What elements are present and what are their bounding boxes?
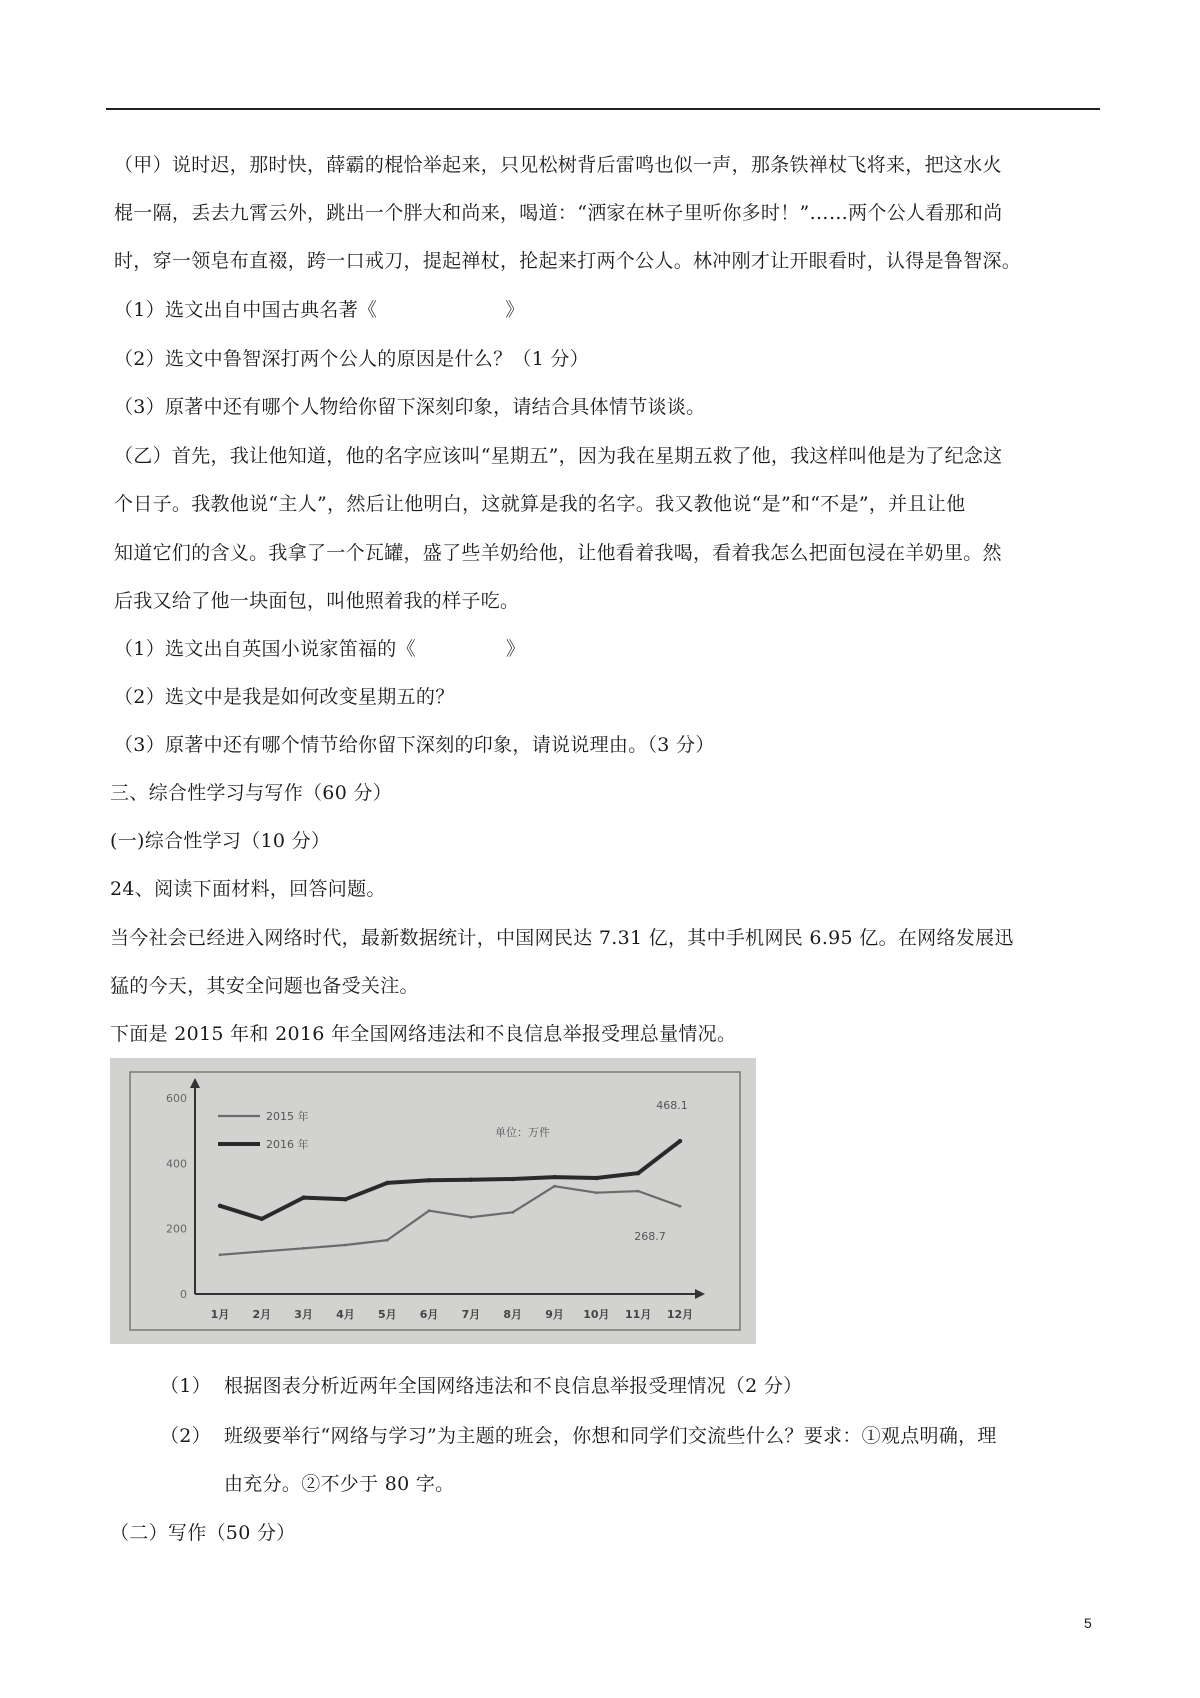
x-tick-label: 10月 (583, 1308, 610, 1321)
question-jia-1 (114, 297, 525, 323)
passage-yi-line-2: 个日子。我教他说“主人”，然后让他明白，这就算是我的名字。我又教他说“是”和“不是”，并且让他 (114, 493, 966, 515)
question-yi-1 (114, 636, 525, 662)
data-label: 468.1 (656, 1099, 688, 1113)
x-axis-arrow (695, 1289, 705, 1299)
data-point (511, 1211, 514, 1214)
question-jia-3: （3）原著中还有哪个人物给你留下深刻印象，请结合具体情节谈谈。 (114, 396, 706, 418)
data-point (260, 1217, 264, 1221)
y-tick-label: 400 (166, 1157, 187, 1171)
x-tick-label: 1月 (210, 1308, 230, 1321)
data-point (344, 1244, 347, 1247)
data-point (386, 1239, 389, 1242)
chart-frame (130, 1072, 740, 1330)
series-line-1 (220, 1186, 680, 1255)
sub-question-1-text: 根据图表分析近两年全国网络违法和不良信息举报受理情况（2 分） (224, 1375, 803, 1397)
part-one-heading: (一)综合性学习（10 分） (110, 830, 331, 852)
data-point (552, 1175, 556, 1179)
data-point (636, 1171, 640, 1175)
x-tick-label: 2月 (252, 1308, 272, 1321)
question-yi-1-text: （1）选文出自英国小说家笛福的《 (114, 638, 416, 660)
passage-jia-line-1: （甲）说时迟，那时快，薛霸的棍恰举起来，只见松树背后雷鸣也似一声，那条铁禅杖飞将来，把这水火 (114, 154, 1002, 176)
x-tick-label: 9月 (545, 1308, 564, 1321)
y-axis-arrow (190, 1078, 200, 1088)
data-point (301, 1195, 305, 1199)
passage-yi-line-4: 后我又给了他一块面包，叫他照着我的样子吃。 (114, 590, 520, 612)
page-number: 5 (1084, 1615, 1092, 1631)
data-point (343, 1197, 347, 1201)
legend-label: 2015 年 (266, 1110, 309, 1123)
question-jia-1-text: （1）选文出自中国古典名著《 (114, 299, 378, 321)
x-tick-label: 3月 (294, 1308, 313, 1321)
passage-jia-line-2: 棍一隔，丢去九霄云外，跳出一个胖大和尚来，喝道：“洒家在林子里听你多时！”……两个公人看那和尚 (114, 202, 1003, 224)
report-volume-chart (110, 1058, 756, 1344)
part-two-heading: （二）写作（50 分） (110, 1522, 296, 1544)
question-24: 24、阅读下面材料，回答问题。 (110, 878, 386, 900)
data-point (595, 1191, 598, 1194)
section-heading: 三、综合性学习与写作（60 分） (110, 782, 393, 804)
unit-label: 单位：万件 (495, 1126, 550, 1139)
x-tick-label: 12月 (666, 1308, 694, 1321)
data-point (219, 1253, 222, 1256)
sub-question-1-number: （1） (160, 1375, 211, 1397)
material-line-2: 猛的今天，其安全问题也备受关注。 (110, 975, 419, 997)
passage-yi-line-3: 知道它们的含义。我拿了一个瓦罐，盛了些羊奶给他，让他看着我喝，看着我怎么把面包浸在羊奶里。然 (114, 542, 1002, 564)
sub-question-2-text: 班级要举行“网络与学习”为主题的班会，你想和同学们交流些什么？要求：①观点明确，理 (224, 1425, 997, 1447)
data-point (470, 1216, 473, 1219)
material-line-1: 当今社会已经进入网络时代，最新数据统计，中国网民达 7.31 亿，其中手机网民 6.95 亿。在网络发展迅 (110, 927, 1014, 949)
y-tick-label: 200 (166, 1222, 187, 1236)
data-point (469, 1177, 473, 1181)
data-point (679, 1205, 682, 1208)
data-point (678, 1139, 682, 1143)
y-tick-label: 0 (180, 1288, 187, 1301)
passage-jia-line-3: 时，穿一领皂布直裰，跨一口戒刀，提起禅杖，抡起来打两个公人。林冲刚才让开眼看时，认得是鲁智深。 (114, 250, 1022, 272)
sub-question-2-number: （2） (160, 1425, 211, 1447)
series-line-2 (220, 1141, 680, 1219)
chart-intro: 下面是 2015 年和 2016 年全国网络违法和不良信息举报受理总量情况。 (110, 1023, 737, 1045)
sub-question-2-text-cont: 由充分。②不少于 80 字。 (224, 1473, 455, 1495)
data-point (553, 1185, 556, 1188)
question-jia-1-close: 》 (505, 299, 525, 321)
data-label: 268.7 (634, 1230, 666, 1244)
data-point (511, 1177, 515, 1181)
question-yi-2: （2）选文中是我是如何改变星期五的？ (114, 686, 455, 708)
data-point (385, 1181, 389, 1185)
x-tick-label: 4月 (336, 1308, 355, 1321)
data-point (594, 1176, 598, 1180)
chart-svg (110, 1058, 756, 1344)
legend-label: 2016 年 (266, 1138, 309, 1151)
question-jia-2: （2）选文中鲁智深打两个公人的原因是什么？（1 分） (114, 348, 590, 370)
question-yi-1-close: 》 (505, 638, 526, 660)
y-tick-label: 600 (166, 1092, 187, 1105)
data-point (427, 1178, 431, 1182)
data-point (218, 1204, 222, 1208)
x-tick-label: 6月 (419, 1308, 439, 1321)
data-point (428, 1209, 431, 1212)
data-point (637, 1190, 640, 1193)
data-point (302, 1247, 305, 1250)
x-tick-label: 8月 (503, 1308, 523, 1321)
question-yi-3: （3）原著中还有哪个情节给你留下深刻的印象，请说说理由。（3 分） (114, 734, 715, 756)
header-rule (106, 108, 1100, 110)
x-tick-label: 5月 (377, 1308, 397, 1321)
passage-yi-line-1: （乙）首先，我让他知道，他的名字应该叫“星期五”，因为我在星期五救了他，我这样叫他是为了纪念这 (114, 445, 1003, 467)
x-tick-label: 7月 (461, 1308, 481, 1321)
x-tick-label: 11月 (625, 1308, 652, 1321)
data-point (260, 1250, 263, 1253)
